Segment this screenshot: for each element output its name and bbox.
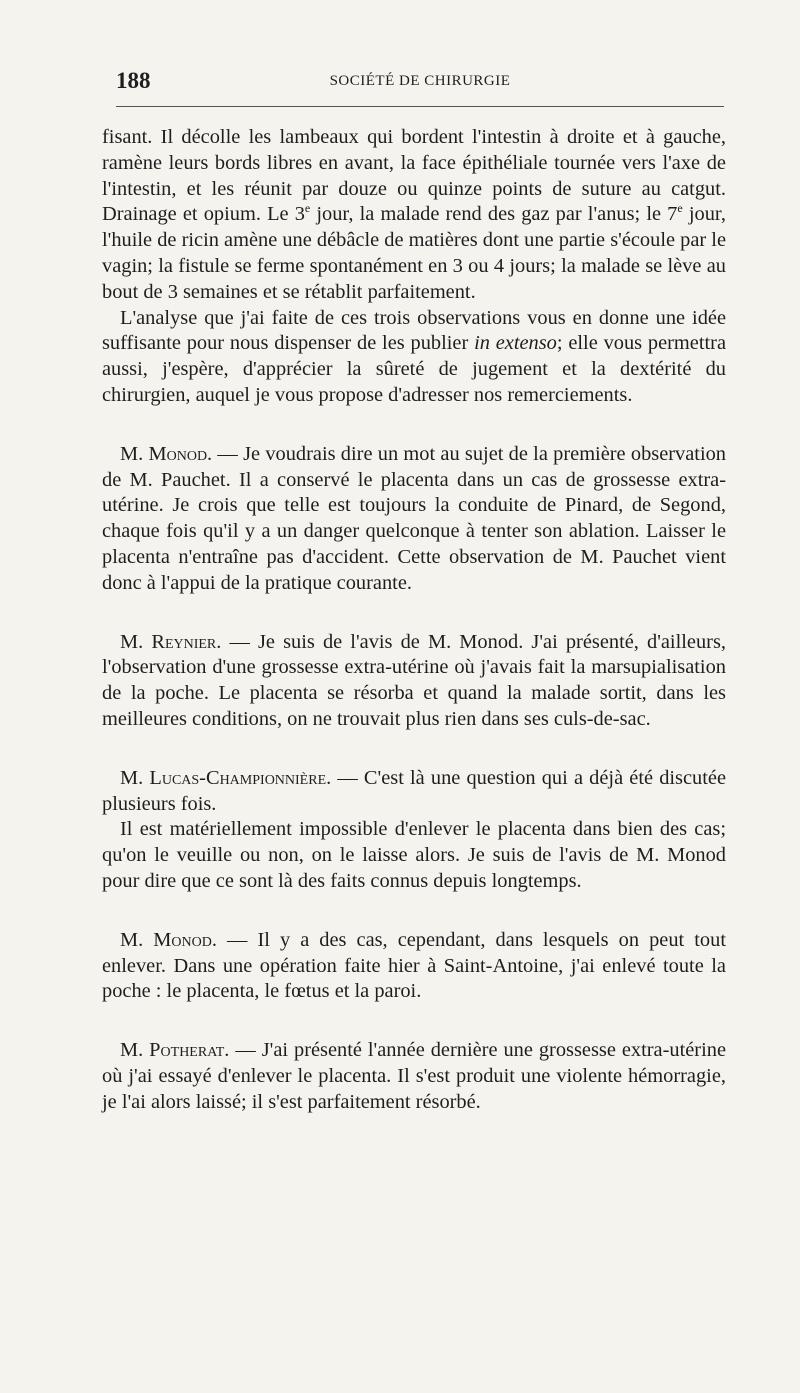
speaker-name: M. Monod. [120, 442, 213, 465]
spacer [102, 597, 726, 630]
page-header [116, 68, 724, 98]
remark-potherat: M. Potherat. — J'ai présenté l'année dernière une grossesse extra-utérine où j'ai essayé d'enlever le placenta. Il s'est produit une violente hémorragie, je l'ai alors laissé; il s'est parfaitement résorbé. [102, 1039, 726, 1113]
remark-lucas-championniere-cont: Il est matériellement impossible d'enlever le placenta dans bien des cas; qu'on le veuille ou non, on le laisse alors. Je suis de l'avis de M. Monod pour dire que ce sont là des faits connus depuis longtemps. [102, 818, 726, 892]
spacer [102, 895, 726, 928]
remark-monod-1: M. Monod. — Je voudrais dire un mot au sujet de la première observation de M. Pauchet. Il a conservé le placenta dans un cas de grossesse extra-utérine. Je crois que telle est toujours la conduite de Pinard, de Segond, chaque fois qu'il y a un danger quelconque à tenter son ablation. Laisser le placenta n'entraîne pas d'accident. Cette observation de M. Pauchet vient donc à l'appui de la pratique courante. [102, 442, 727, 594]
running-title: SOCIÉTÉ DE CHIRURGIE [329, 73, 511, 89]
page-number: 188 [116, 68, 151, 93]
header-rule [116, 106, 724, 107]
spacer [102, 733, 726, 766]
remark-monod-2: M. Monod. — Il y a des cas, cependant, dans lesquels on peut tout enlever. Dans une opération faite hier à Saint-Antoine, j'ai enlevé toute la poche : le placenta, le fœtus et la paroi. [102, 928, 726, 1003]
speaker-name: M. Potherat. [120, 1039, 230, 1062]
spacer [102, 1005, 726, 1038]
remark-reynier: M. Reynier. — Je suis de l'avis de M. Monod. J'ai présenté, d'ailleurs, l'observation d'une grossesse extra-utérine où j'avais fait la marsupialisation de la poche. Le placenta se résorba et quand la malade sortit, dans les meilleures conditions, on ne trouvait plus rien dans ses culs-de-sac. [102, 630, 726, 730]
speaker-name: M. Lucas-Championnière. [120, 766, 332, 789]
paragraph-analysis: L'analyse que j'ai faite de ces trois observations vous en donne une idée suffisante pour nous dispenser de les publier in extenso; elle vous permettra aussi, j'espère, d'apprécier la sûreté de jugement et la dextérité du chirurgien, auquel je vous propose d'adresser nos remerciements. [102, 306, 727, 406]
page-body [102, 125, 726, 1116]
speaker-name: M. Reynier. [120, 630, 222, 653]
paragraph-continuation: fisant. Il décolle les lambeaux qui bordent l'intestin à droite et à gauche, ramène leurs bords libres en avant, la face épithéliale tournée vers l'axe de l'intestin, et les réunit par douze ou quinze points de suture au catgut. Drainage et opium. Le 3e jour, la malade rend des gaz par l'anus; le 7e jour, l'huile de ricin amène une débâcle de matières dont une partie s'écoule par le vagin; la fistule se ferme spontanément en 3 ou 4 jours; la malade se lève au bout de 3 semaines et se rétablit parfaitement. [102, 126, 726, 303]
remark-lucas-championniere: M. Lucas-Championnière. — C'est là une question qui a déjà été discutée plusieurs fois. [102, 766, 727, 815]
spacer [102, 409, 726, 442]
speaker-name: M. Monod. [120, 928, 217, 951]
